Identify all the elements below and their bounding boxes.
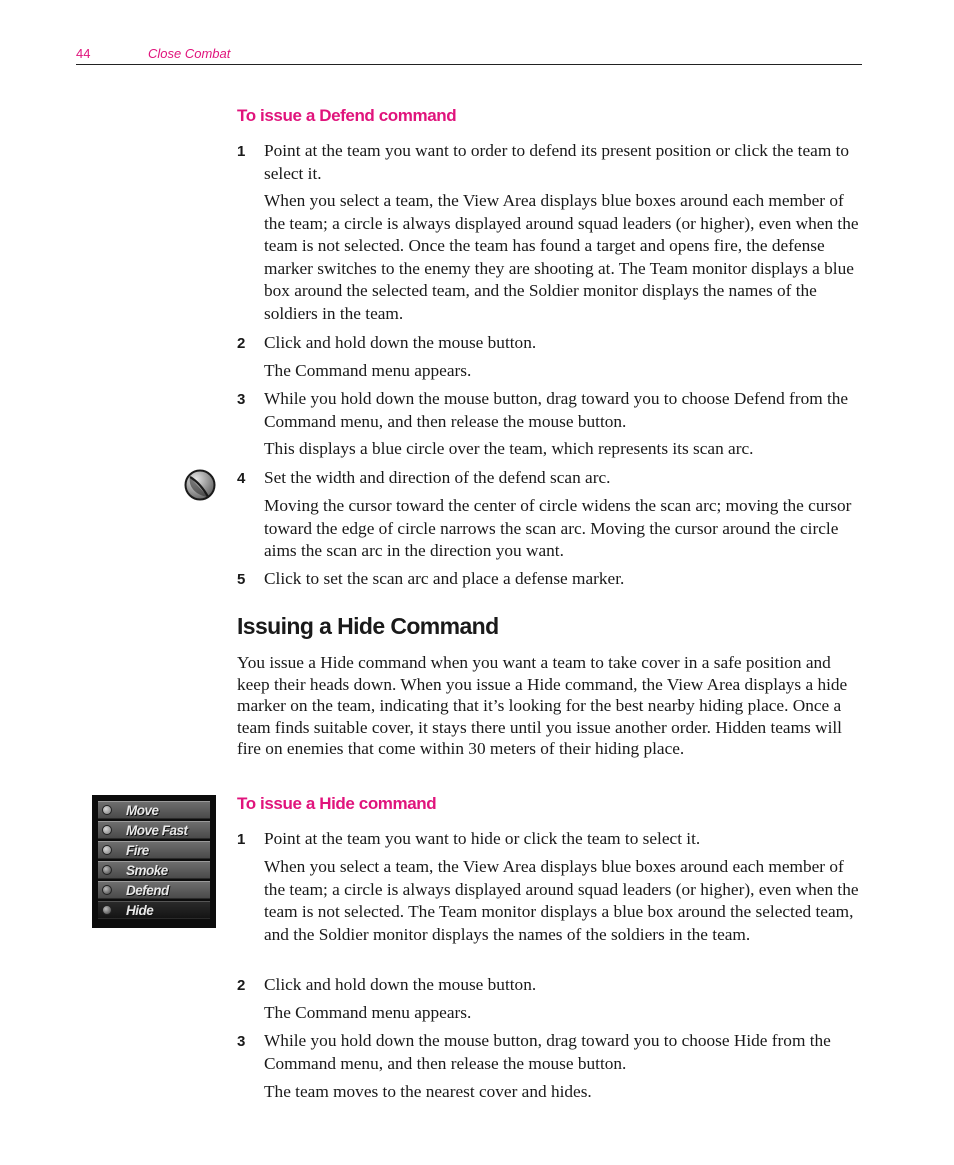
hide-step-text-1: Point at the team you want to hide or click the team to select it. <box>264 829 701 848</box>
hide-note-menu: The Command menu appears. <box>264 1003 472 1022</box>
command-menu-image <box>92 795 216 928</box>
defend-note-scan: Moving the cursor toward the center of circle widens the scan arc; moving the cursor toward the edge of circle narrows the scan arc. Moving the cursor around the circle aims the scan arc in the direction you want. <box>264 496 852 561</box>
radio-icon <box>102 825 112 835</box>
hide-note-select: When you select a team, the View Area displays blue boxes around each member of the team; a circle is always displayed around squad leaders (or higher), even when the team is not selected. The Team monitor displays a blue box around the selected team, and the Soldier monitor displays the names of the soldiers in the team. <box>264 857 859 944</box>
hide-section-heading: Issuing a Hide Command <box>237 613 499 639</box>
menu-item-fire: Fire <box>98 841 210 859</box>
defend-step-text-3: While you hold down the mouse button, drag toward you to choose Defend from the Command menu, and then release the mouse button. <box>264 389 849 431</box>
defend-step-text-4: Set the width and direction of the defend scan arc. <box>264 468 611 487</box>
radio-icon <box>102 865 112 875</box>
hide-step-number-2: 2 <box>237 977 246 994</box>
hide-step-number-1: 1 <box>237 831 246 848</box>
scan-arc-icon <box>184 469 216 501</box>
menu-item-move-fast: Move Fast <box>98 821 210 839</box>
radio-icon <box>102 805 112 815</box>
radio-icon <box>102 845 112 855</box>
hide-step-number-3: 3 <box>237 1033 246 1050</box>
defend-heading: To issue a Defend command <box>237 106 457 125</box>
hide-subheading: To issue a Hide command <box>237 794 437 813</box>
hide-step-text-3: While you hold down the mouse button, drag toward you to choose Hide from the Command menu, and then release the mouse button. <box>264 1031 831 1073</box>
defend-step-text-5: Click to set the scan arc and place a defense marker. <box>264 569 625 588</box>
menu-item-defend: Defend <box>98 881 210 899</box>
defend-step-number-3: 3 <box>237 391 246 408</box>
defend-step-number-4: 4 <box>237 470 246 487</box>
menu-item-smoke: Smoke <box>98 861 210 879</box>
running-header <box>76 44 862 65</box>
hide-step-text-2: Click and hold down the mouse button. <box>264 975 537 994</box>
running-title: Close Combat <box>148 46 231 61</box>
hide-intro: You issue a Hide command when you want a team to take cover in a safe position and keep their heads down. When you issue a Hide command, the View Area displays a hide marker on the team, indicating that it’s looking for the best nearby hiding place. Once a team finds suitable cover, it stays there until you issue another order. Hidden teams will fire on enemies that come within 30 meters of their hiding place. <box>237 653 848 759</box>
defend-step-number-1: 1 <box>237 143 246 160</box>
menu-item-hide: Hide <box>98 901 210 919</box>
defend-step-number-2: 2 <box>237 335 246 352</box>
menu-item-move: Move <box>98 801 210 819</box>
hide-note-cover: The team moves to the nearest cover and hides. <box>264 1082 592 1101</box>
defend-note-circle: This displays a blue circle over the team, which represents its scan arc. <box>264 439 754 458</box>
defend-step-text-1: Point at the team you want to order to defend its present position or click the team to select it. <box>264 141 850 183</box>
defend-step-text-2: Click and hold down the mouse button. <box>264 333 537 352</box>
defend-step-number-5: 5 <box>237 571 246 588</box>
radio-icon <box>102 885 112 895</box>
page-number: 44 <box>76 46 91 61</box>
radio-icon <box>102 905 112 915</box>
defend-note-menu: The Command menu appears. <box>264 361 472 380</box>
defend-note-select: When you select a team, the View Area displays blue boxes around each member of the team; a circle is always displayed around squad leaders (or higher), even when the team is not selected. Once the team has found a target and opens fire, the defense marker switches to the enemy they are shooting at. The Team monitor displays a blue box around the selected team, and the Soldier monitor displays the names of the soldiers in the team. <box>264 191 859 323</box>
